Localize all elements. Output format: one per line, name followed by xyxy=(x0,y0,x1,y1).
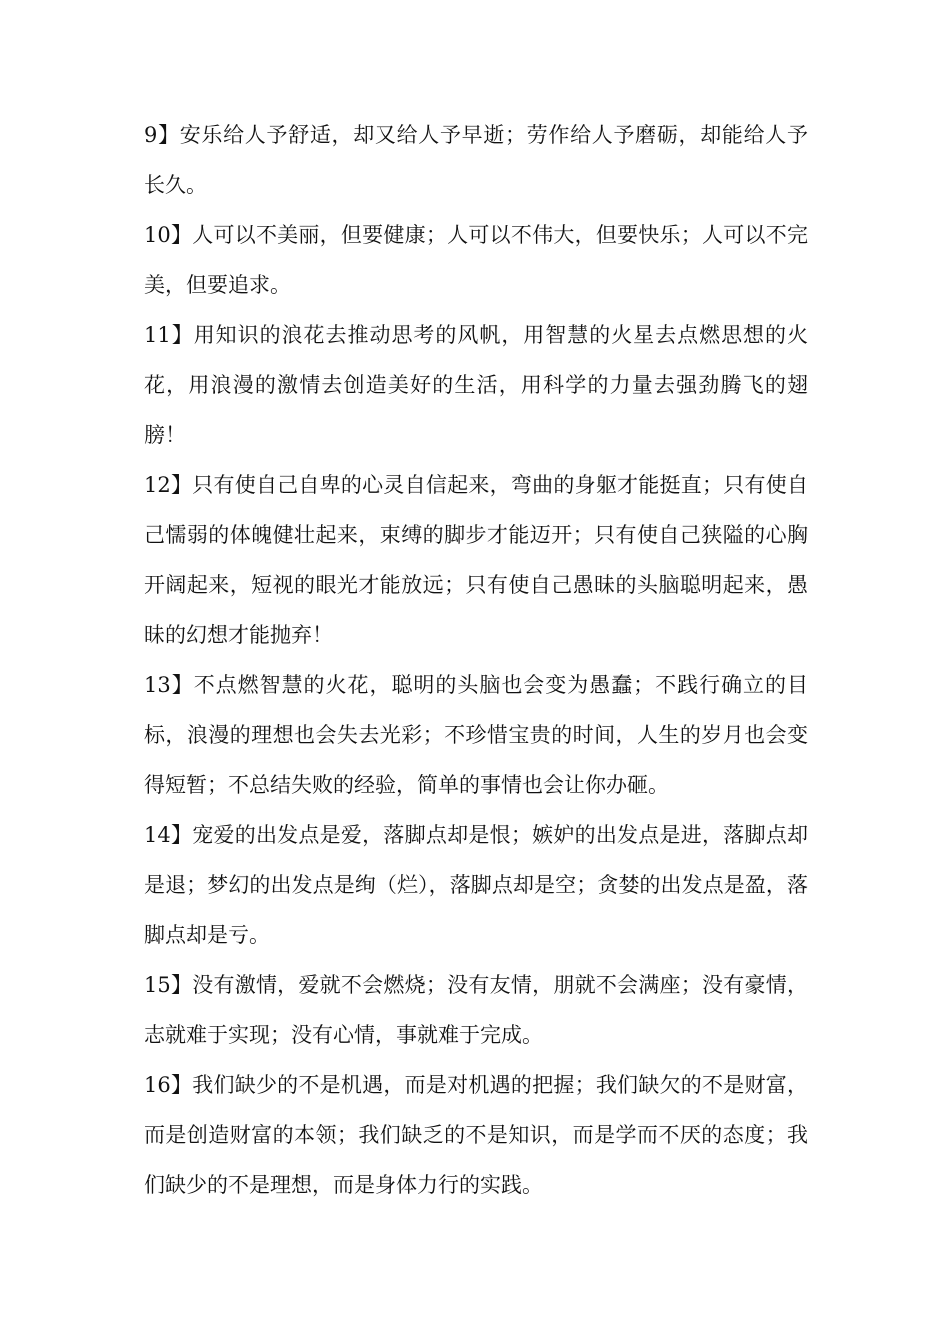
entry-text: 不点燃智慧的火花，聪明的头脑也会变为愚蠢；不践行确立的目标，浪漫的理想也会失去光彩；不珍惜宝贵的时间，人生的岁月也会变得短暂；不总结失败的经验，简单的事情也会让你办砸。 xyxy=(144,673,809,797)
entry-text: 只有使自己自卑的心灵自信起来，弯曲的身躯才能挺直；只有使自己懦弱的体魄健壮起来，束缚的脚步才能迈开；只有使自己狭隘的心胸开阔起来，短视的眼光才能放远；只有使自己愚昧的头脑聪明起来，愚昧的幻想才能抛弃！ xyxy=(144,473,808,647)
entry-number: 14 xyxy=(144,823,171,847)
entry-bracket: 】 xyxy=(170,823,193,847)
entry-bracket: 】 xyxy=(170,673,194,697)
entry-10 xyxy=(144,210,808,310)
entry-16 xyxy=(144,1060,808,1210)
entry-13 xyxy=(144,660,808,810)
entry-bracket: 】 xyxy=(170,973,193,997)
entry-bracket: 】 xyxy=(170,323,194,347)
entry-12 xyxy=(144,460,808,660)
document-page xyxy=(144,110,808,1210)
entry-text: 没有激情，爱就不会燃烧；没有友情，朋就不会满座；没有豪情，志就难于实现；没有心情，事就难于完成。 xyxy=(144,973,808,1047)
entry-text: 宠爱的出发点是爱，落脚点却是恨；嫉妒的出发点是进，落脚点却是退；梦幻的出发点是绚（烂），落脚点却是空；贪婪的出发点是盈，落脚点却是亏。 xyxy=(144,823,808,947)
entry-number: 12 xyxy=(144,473,171,497)
entry-14 xyxy=(144,810,808,960)
entry-number: 15 xyxy=(144,973,171,997)
entry-number: 9 xyxy=(144,123,158,147)
entry-number: 13 xyxy=(144,673,171,697)
entry-bracket: 】 xyxy=(170,473,193,497)
entry-text: 我们缺少的不是机遇，而是对机遇的把握；我们缺欠的不是财富，而是创造财富的本领；我们缺乏的不是知识，而是学而不厌的态度；我们缺少的不是理想，而是身体力行的实践。 xyxy=(144,1073,808,1197)
entry-text: 用知识的浪花去推动思考的风帆，用智慧的火星去点燃思想的火花，用浪漫的激情去创造美好的生活，用科学的力量去强劲腾飞的翅膀！ xyxy=(144,323,809,447)
entry-9 xyxy=(144,110,808,210)
entry-text: 安乐给人予舒适，却又给人予早逝；劳作给人予磨砺，却能给人予长久。 xyxy=(144,123,808,197)
entry-15 xyxy=(144,960,808,1060)
entry-number: 10 xyxy=(144,223,171,247)
entry-text: 人可以不美丽，但要健康；人可以不伟大，但要快乐；人可以不完美，但要追求。 xyxy=(144,223,808,297)
entry-bracket: 】 xyxy=(170,223,193,247)
entry-11 xyxy=(144,310,808,460)
entry-bracket: 】 xyxy=(157,123,180,147)
entry-number: 11 xyxy=(144,323,171,347)
entry-number: 16 xyxy=(144,1073,171,1097)
entry-bracket: 】 xyxy=(170,1073,193,1097)
